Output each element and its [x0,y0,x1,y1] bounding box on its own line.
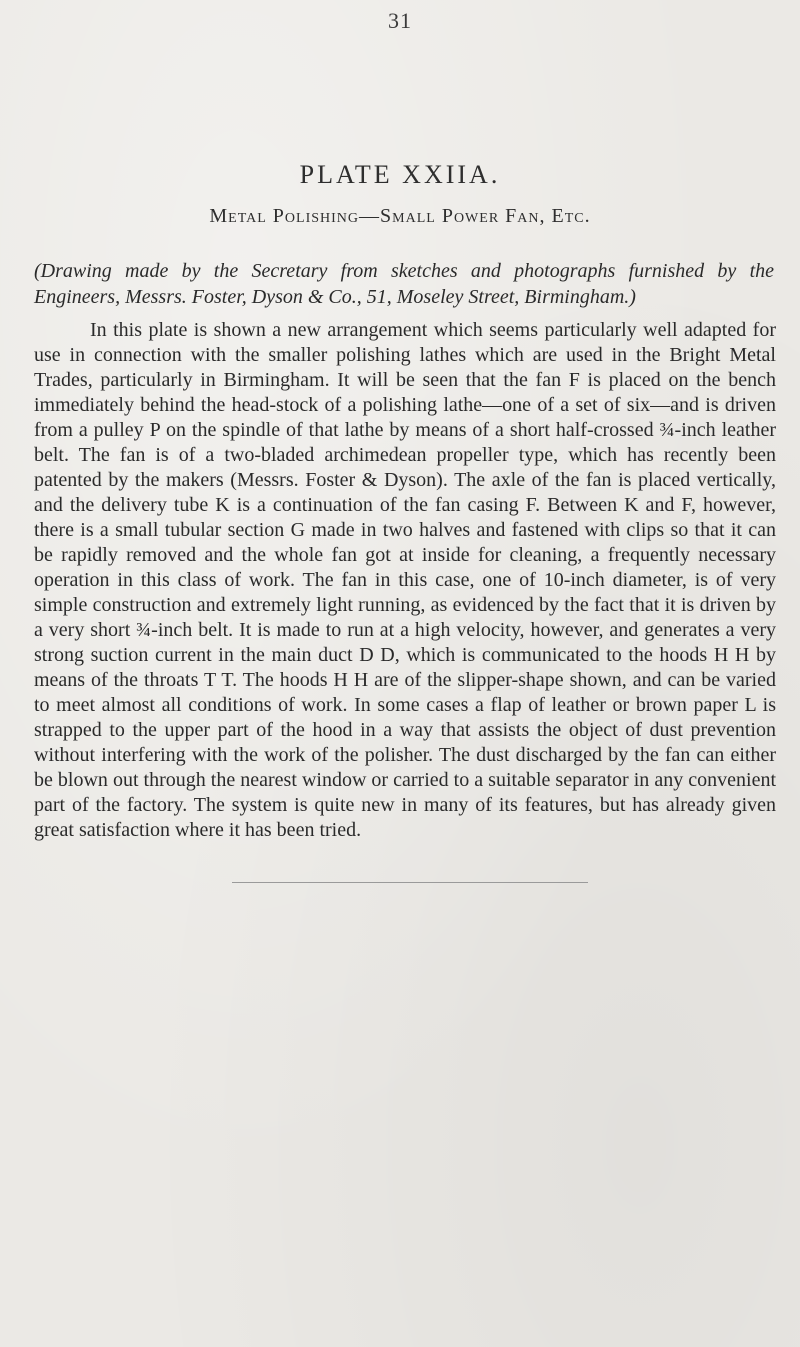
end-rule [232,882,588,883]
page-number: 31 [388,8,412,33]
description-paragraph: In this plate is shown a new arrangement which seems particularly well adapted for use in connection with the smaller polishing lathes which are used in the Bright Metal Trades, particularly in Birmingham. It will be seen that the fan F is placed on the bench immediately behind the head-stock of a polishing lathe—one of a set of six—and is driven from a pulley P on the spindle of that lathe by means of a short half-crossed ¾-inch leather belt. The fan is of a two-bladed archimedean propeller type, which has recently been patented by the makers (Messrs. Foster & Dyson). The axle of the fan is placed vertically, and the delivery tube K is a continuation of the fan casing F. Between K and F, however, there is a small tubular section G made in two halves and fastened with clips so that it can be rapidly removed and the whole fan got at inside for cleaning, a frequently necessary operation in this class of work. The fan in this case, one of 10-inch diameter, is of very simple construction and extremely light running, as evidenced by the fact that it is driven by a very short ¾-inch belt. It is made to run at a high velocity, however, and generates a very strong suction current in the main duct D D, which is communicated to the hoods H H by means of the throats T T. The hoods H H are of the slipper-shape shown, and can be varied to meet almost all conditions of work. In some cases a flap of leather or brown paper L is strapped to the upper part of the hood in a way that assists the object of dust prevention without interfering with the work of the polisher. The dust discharged by the fan can either be blown out through the nearest window or carried to a suitable separator in any convenient part of the factory. The system is quite new in many of its features, but has already given great satisfaction where it has been tried. [34,319,776,841]
plate-title: PLATE XXIIA. [299,160,501,189]
drawing-attribution: (Drawing made by the Secretary from sketches and photographs furnished by the Engineers, Messrs. Foster, Dyson & Co., 51, Moseley Street, Birmingham.) [34,260,774,308]
plate-subtitle: Metal Polishing—Small Power Fan, Etc. [209,205,591,227]
